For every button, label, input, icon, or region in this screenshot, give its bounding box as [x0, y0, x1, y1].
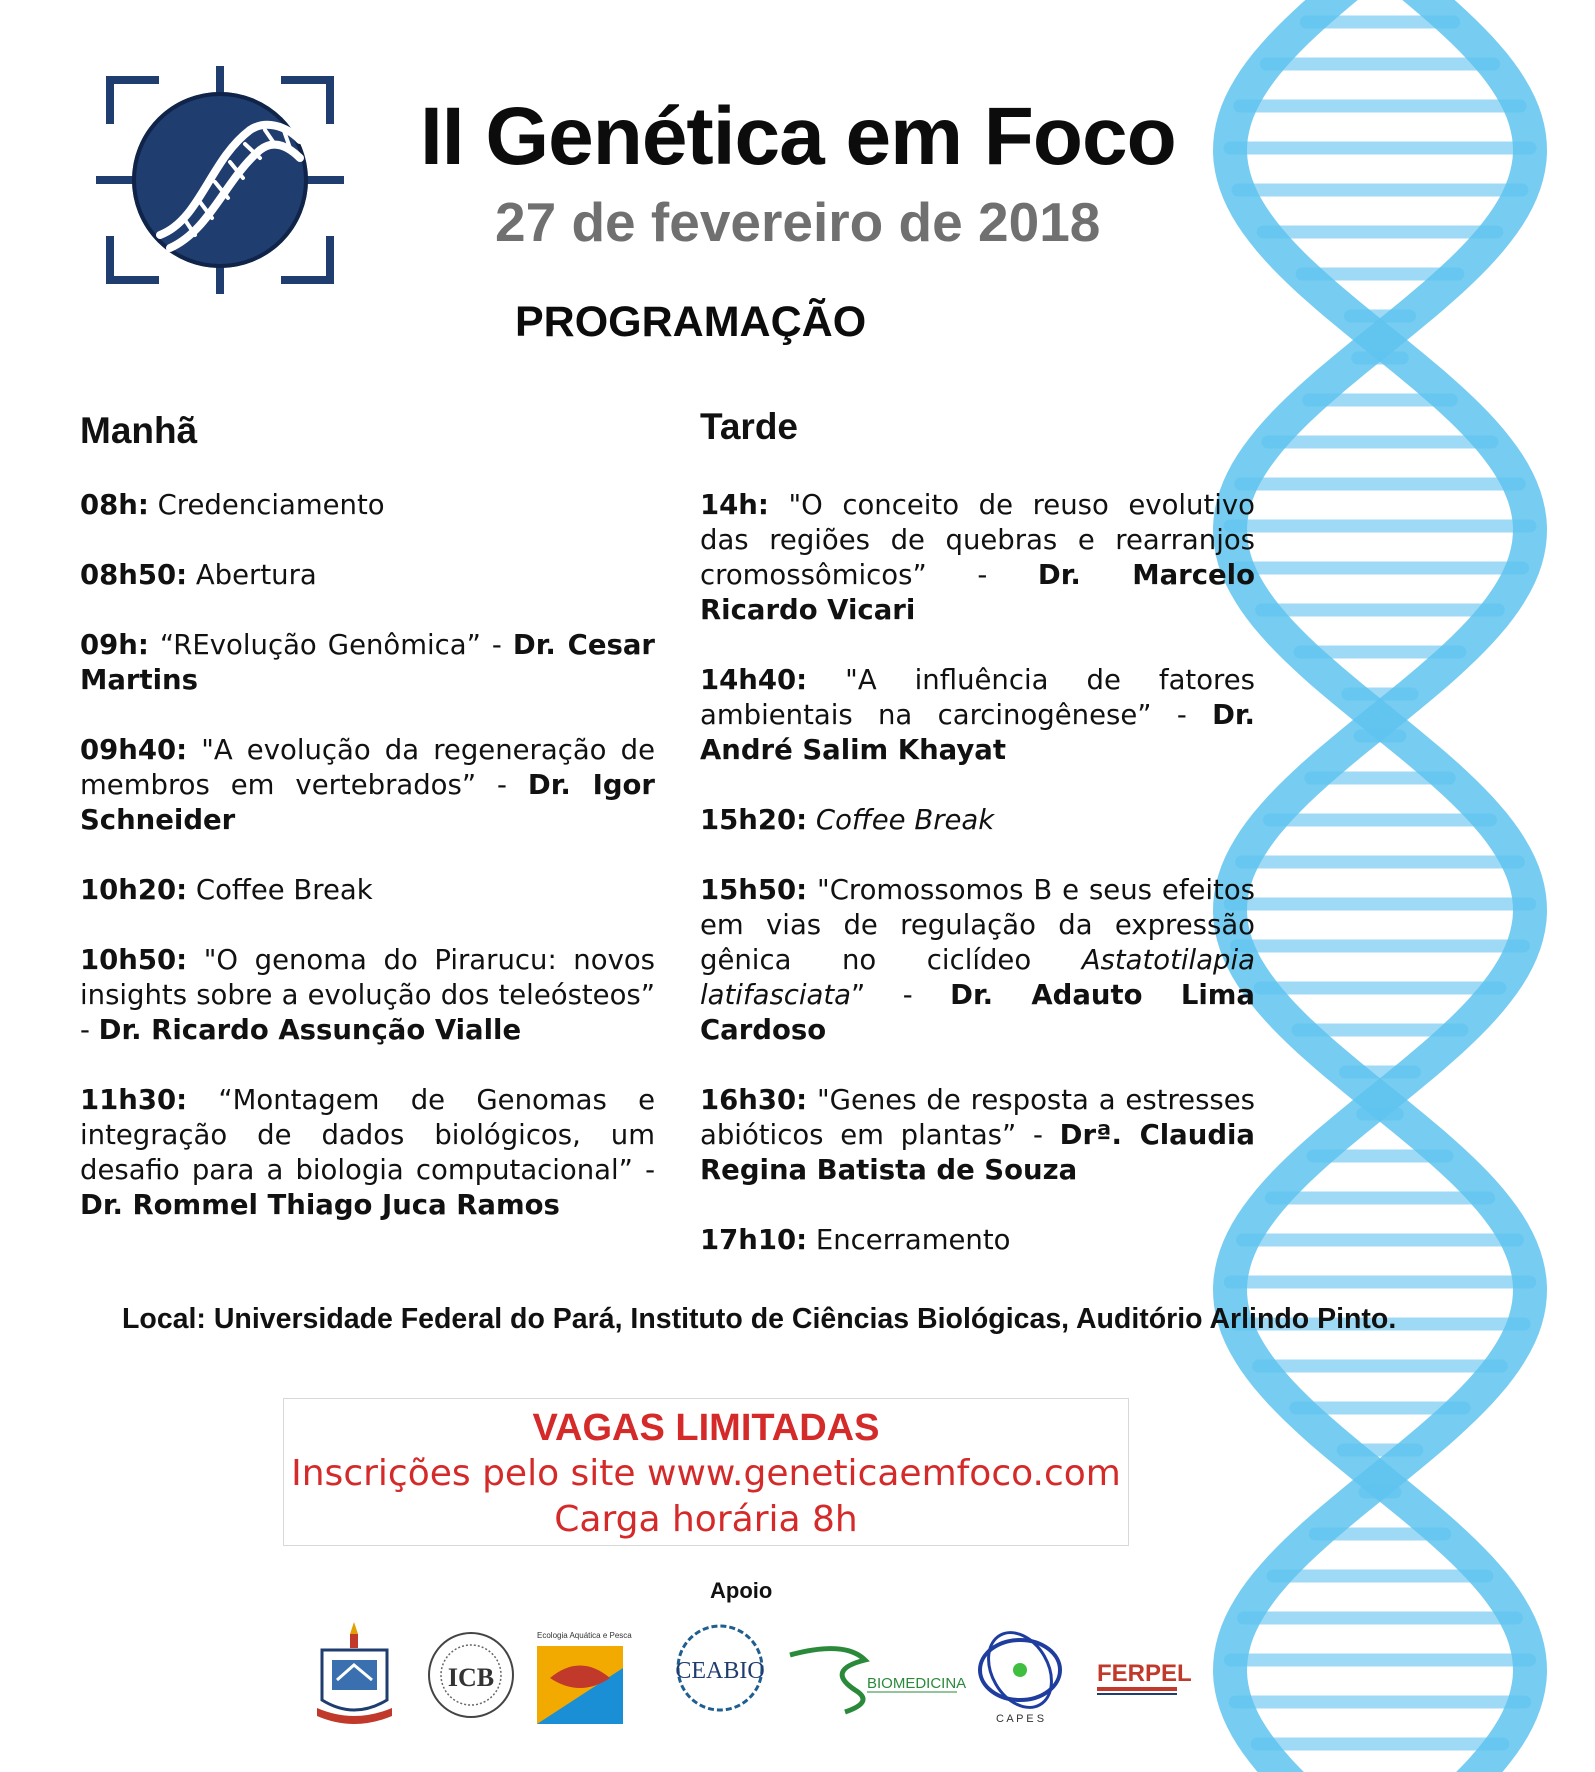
item-time: 09h40:	[80, 734, 188, 766]
schedule-item	[80, 488, 655, 523]
item-text: "Cromossomos B e seus efeitos em vias de regulação da expressão gênica no ciclídeo	[700, 874, 1255, 976]
schedule-item	[80, 1083, 655, 1223]
item-speaker: Dr. Igor Schneider	[80, 769, 655, 836]
capes-text: C A P E S	[995, 1713, 1045, 1725]
schedule-item	[700, 488, 1255, 628]
item-speaker: Dr. Ricardo Assunção Vialle	[98, 1014, 522, 1046]
morning-heading: Manhã	[80, 410, 198, 451]
item-speaker: Dr. Rommel Thiago Juca Ramos	[80, 1189, 560, 1221]
item-text: Credenciamento	[157, 489, 385, 521]
item-text: Abertura	[195, 559, 317, 591]
item-text: “Montagem de Genomas e integração de dados biológicos, um desafio para a biologia computacional” -	[80, 1084, 655, 1186]
item-text: "A evolução da regeneração de membros em vertebrados” -	[80, 734, 655, 801]
item-text: "O genoma do Pirarucu: novos insights sobre a evolução dos teleósteos” -	[80, 944, 655, 1046]
limited-spots-title: VAGAS LIMITADAS	[532, 1407, 880, 1449]
item-text: Coffee Break	[195, 874, 373, 906]
item-text: Encerramento	[815, 1224, 1011, 1256]
schedule-item	[700, 1083, 1255, 1188]
event-title: II Genética em Foco	[420, 91, 1176, 182]
registration-site-text[interactable]: Inscrições pelo site www.geneticaemfoco.com	[291, 1453, 1121, 1494]
workload-text: Carga horária 8h	[554, 1499, 858, 1540]
item-text: "O conceito de reuso evolutivo das regiões de quebras e rearranjos cromossômicos” -	[700, 489, 1256, 591]
item-speaker: Drª. Claudia Regina Batista de Souza	[700, 1119, 1255, 1186]
schedule-item	[700, 663, 1255, 768]
ceabio-text: CEABIO	[675, 1658, 765, 1684]
morning-schedule	[80, 488, 655, 1258]
item-time: 10h20:	[80, 874, 188, 906]
schedule-item	[80, 733, 655, 838]
item-speaker: Dr. Cesar Martins	[80, 629, 655, 696]
item-time: 15h50:	[700, 874, 808, 906]
item-time: 17h10:	[700, 1224, 808, 1256]
item-time: 09h:	[80, 629, 149, 661]
item-time: 11h30:	[80, 1084, 188, 1116]
schedule-item	[80, 873, 655, 908]
item-speaker: Dr. Marcelo Ricardo Vicari	[700, 559, 1256, 626]
item-speaker: Dr. André Salim Khayat	[700, 699, 1255, 766]
program-heading: PROGRAMAÇÃO	[515, 298, 867, 346]
species-name: Astatotilapia latifasciata	[700, 944, 1255, 1011]
ecologia-aquatica-logo	[535, 1628, 632, 1728]
schedule-item	[80, 628, 655, 698]
biomedicina-logo	[785, 1640, 967, 1720]
dna-target-logo	[100, 70, 340, 290]
ferpel-logo	[1095, 1655, 1192, 1700]
biomedicina-text: BIOMEDICINA	[867, 1675, 967, 1692]
icb-text: ICB	[447, 1663, 495, 1692]
ferpel-text: FERPEL	[1097, 1660, 1192, 1687]
location-text: Local: Universidade Federal do Pará, Instituto de Ciências Biológicas, Auditório Arlindo Pinto.	[122, 1303, 1397, 1335]
item-text-after: ” -	[851, 979, 951, 1011]
item-text: "A influência de fatores ambientais na carcinogênese” -	[700, 664, 1255, 731]
afternoon-heading: Tarde	[700, 406, 799, 447]
item-time: 15h20:	[700, 804, 808, 836]
schedule-item	[700, 1223, 1255, 1258]
schedule-item	[80, 943, 655, 1048]
schedule-item	[700, 873, 1255, 1048]
ufpa-crest-logo	[312, 1620, 397, 1730]
item-text: "Genes de resposta a estresses abióticos em plantas” -	[700, 1084, 1255, 1151]
event-date: 27 de fevereiro de 2018	[495, 191, 1101, 253]
item-time: 08h:	[80, 489, 149, 521]
schedule-item	[80, 558, 655, 593]
registration-box	[283, 1398, 1129, 1546]
ecologia-text: Ecologia Aquática e Pesca	[537, 1631, 632, 1640]
support-label: Apoio	[710, 1578, 773, 1603]
ceabio-logo	[645, 1620, 795, 1730]
item-text: “REvolução Genômica” -	[159, 629, 513, 661]
item-time: 16h30:	[700, 1084, 808, 1116]
item-time: 14h40:	[700, 664, 808, 696]
item-time: 08h50:	[80, 559, 188, 591]
item-time: 14h:	[700, 489, 769, 521]
item-time: 10h50:	[80, 944, 188, 976]
afternoon-schedule	[700, 488, 1255, 1293]
capes-logo	[975, 1620, 1065, 1730]
schedule-item	[700, 803, 1255, 838]
icb-seal-logo	[425, 1620, 517, 1730]
item-text: Coffee Break	[815, 804, 995, 836]
item-speaker: Dr. Adauto Lima Cardoso	[700, 979, 1255, 1046]
